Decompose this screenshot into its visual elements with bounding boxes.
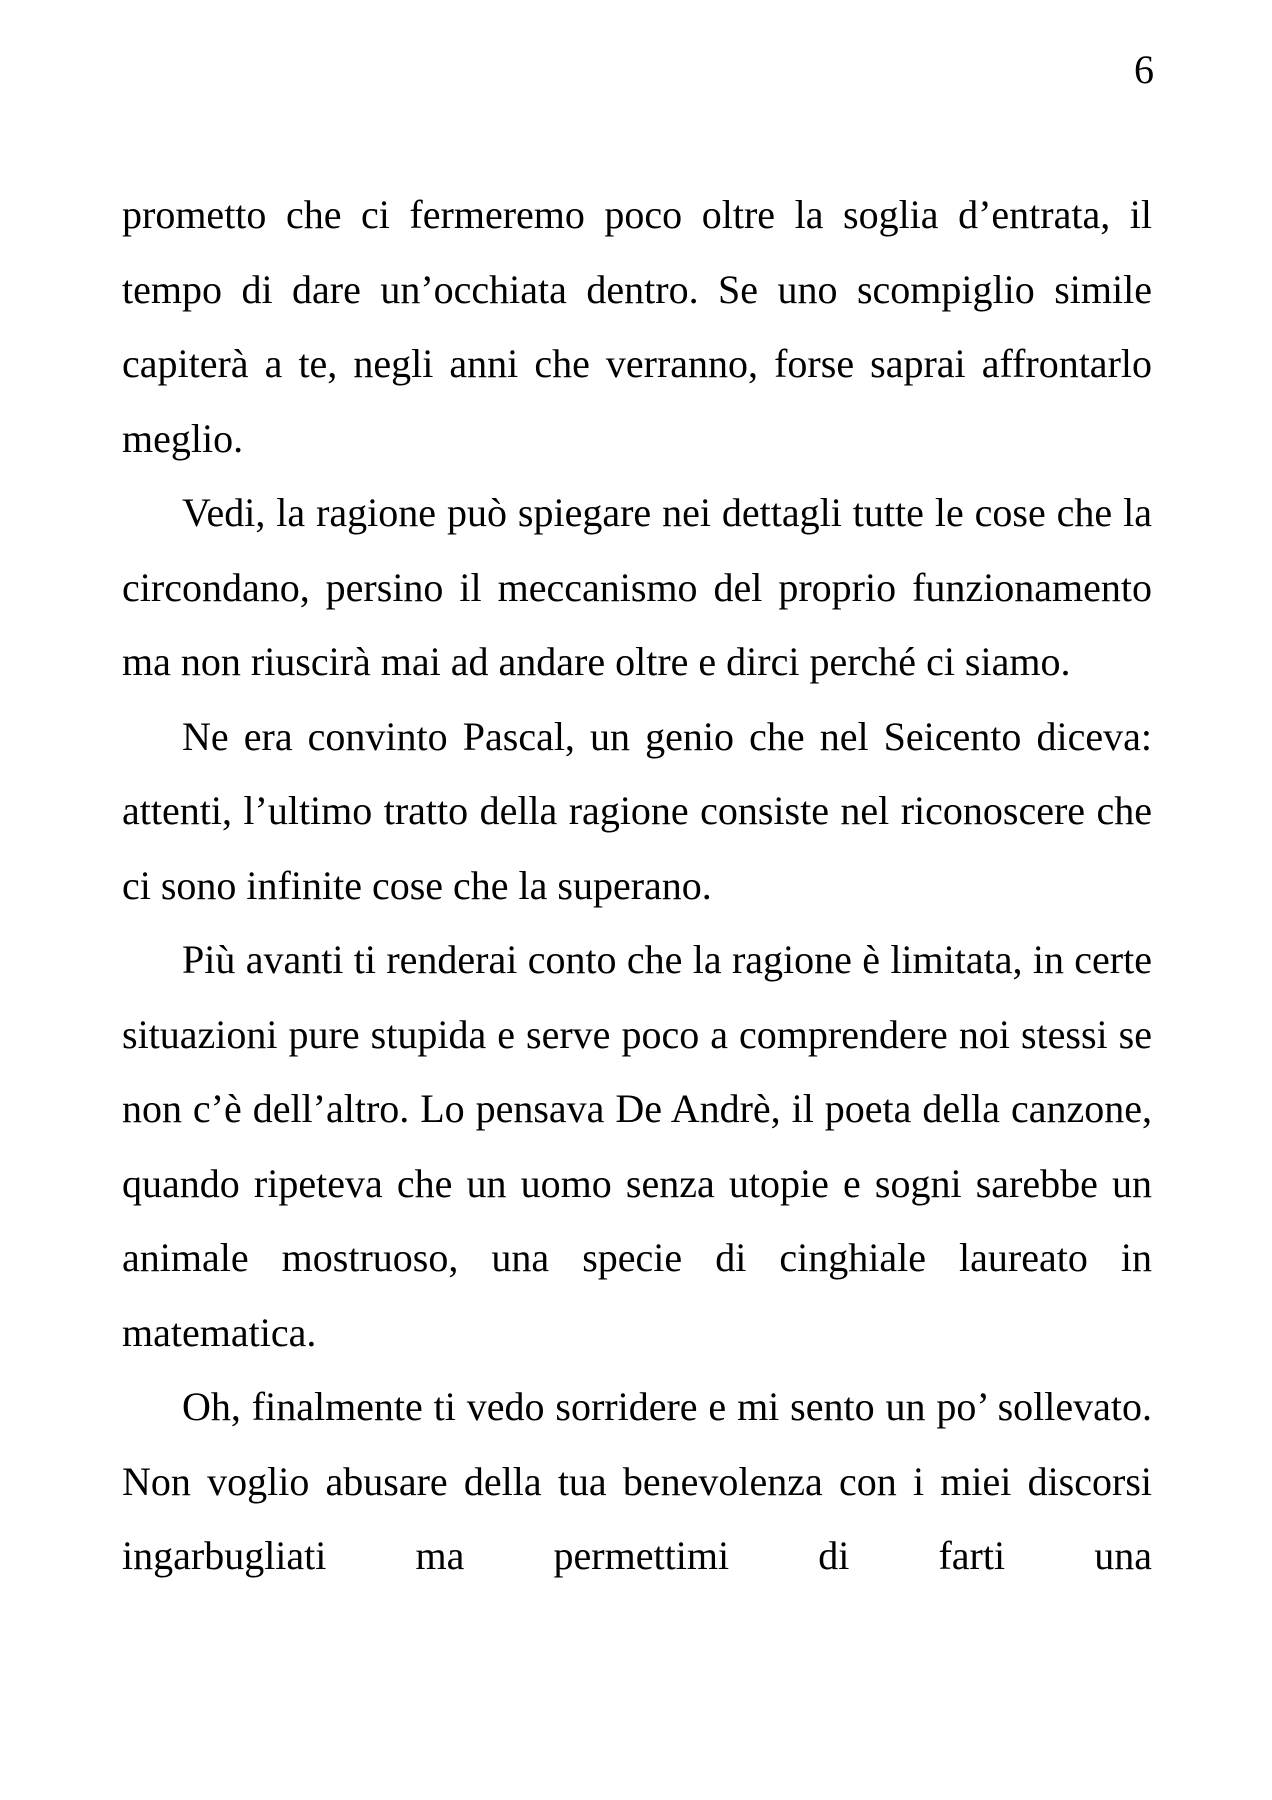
paragraph-continuation: prometto che ci fermeremo poco oltre la soglia d’entrata, il tempo di dare un’occhiata dentro. Se uno scompiglio simile capiterà a te, negli anni che verranno, forse saprai affrontarlo meglio. [122, 192, 1152, 461]
paragraph: Più avanti ti renderai conto che la ragione è limitata, in certe situazioni pure stupida e serve poco a comprendere noi stessi se non c’è dell’altro. Lo pensava De Andrè, il poeta della canzone, quando ripeteva che un uomo senza utopie e sogni sarebbe un animale mostruoso, una specie di cinghiale laureato in matematica. [122, 937, 1152, 1355]
page-number: 6 [1134, 47, 1154, 92]
paragraph: Vedi, la ragione può spiegare nei dettagli tutte le cose che la circondano, persino il meccanismo del proprio funzionamento ma non riuscirà mai ad andare oltre e dirci perché ci siamo. [122, 490, 1152, 684]
paragraph-last: Oh, finalmente ti vedo sorridere e mi sento un po’ sollevato. Non voglio abusare della tua benevolenza con i miei discorsi ingarbugliati ma permettimi di farti una [122, 1384, 1152, 1578]
paragraph: Ne era convinto Pascal, un genio che nel Seicento diceva: attenti, l’ultimo tratto della ragione consiste nel riconoscere che ci sono infinite cose che la superano. [122, 713, 1152, 908]
body-text [122, 178, 1152, 1594]
